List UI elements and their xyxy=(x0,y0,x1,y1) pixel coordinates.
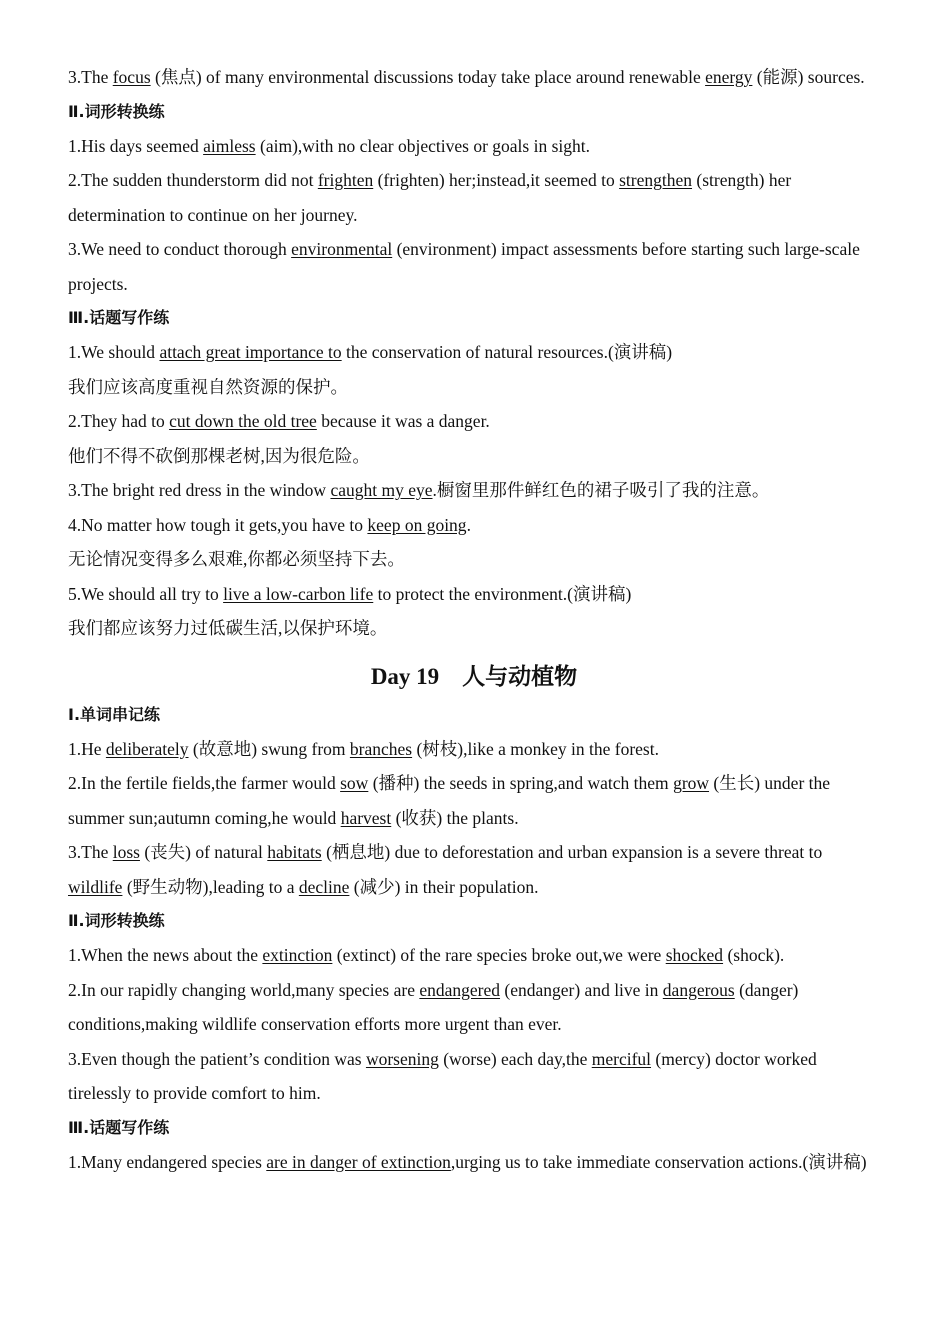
writing-translation: 我们应该高度重视自然资源的保护。 xyxy=(68,376,348,397)
answer-blank: loss xyxy=(112,842,140,862)
vocab-item: 1.He deliberately (故意地) swung from branches (树枝),like a monkey in the forest. xyxy=(68,738,659,759)
section-heading-writing: Ⅲ.话题写作练 xyxy=(68,308,170,327)
answer-blank: are in danger of extinction xyxy=(266,1151,451,1172)
answer-blank: keep on going xyxy=(367,514,467,535)
answer-blank: strengthen xyxy=(619,170,693,190)
writing-item: 1.We should attach great importance to the conservation of natural resources.(演讲稿) xyxy=(68,342,673,362)
answer-blank: focus xyxy=(112,67,151,87)
answer-blank: branches xyxy=(349,738,413,759)
writing-item: 5.We should all try to live a low-carbon life to protect the environment.(演讲稿) xyxy=(68,583,632,604)
answer-blank: frighten xyxy=(317,170,374,190)
answer-blank: habitats xyxy=(267,842,322,862)
answer-blank: endangered xyxy=(419,979,501,1000)
word-form-item: 1.His days seemed aimless (aim),with no clear objectives or goals in sight. xyxy=(68,135,590,156)
answer-blank: caught my eye xyxy=(330,480,433,500)
section-heading-writing: Ⅲ.话题写作练 xyxy=(68,1117,170,1137)
word-form-item: 3.We need to conduct thorough environmental (environment) impact assessments before starting such large-scale projects. xyxy=(68,239,860,294)
answer-blank: cut down the old tree xyxy=(169,411,317,431)
vocab-item: 2.In the fertile fields,the farmer would sow (播种) the seeds in spring,and watch them grow (生长) under the summer sun;autumn coming,he would harvest (收获) the plants. xyxy=(68,773,831,828)
word-form-item: 2.The sudden thunderstorm did not frighten (frighten) her;instead,it seemed to strengthen (strength) her determination to continue on her journey. xyxy=(68,170,792,225)
section-heading-word-forms: Ⅱ.词形转换练 xyxy=(68,911,165,930)
section-heading-word-forms: Ⅱ.词形转换练 xyxy=(68,101,165,121)
worksheet-page xyxy=(68,60,880,1179)
word-form-item: 3.Even though the patient’s condition was worsening (worse) each day,the merciful (mercy) doctor worked tirelessly to provide comfort to him. xyxy=(68,1048,817,1103)
writing-item: 3.The bright red dress in the window caught my eye.橱窗里那件鲜红色的裙子吸引了我的注意。 xyxy=(68,480,770,500)
answer-blank: harvest xyxy=(340,807,392,828)
section-heading-word-chain: Ⅰ.单词串记练 xyxy=(68,704,161,724)
writing-item: 1.Many endangered species are in danger of extinction,urging us to take immediate conservation actions.(演讲稿) xyxy=(68,1151,867,1172)
answer-blank: dangerous xyxy=(662,979,735,1000)
writing-item: 4.No matter how tough it gets,you have to keep on going. xyxy=(68,514,471,535)
answer-blank: decline xyxy=(298,876,350,897)
answer-blank: aimless xyxy=(203,135,256,156)
answer-blank: wildlife xyxy=(68,876,123,897)
answer-blank: attach great importance to xyxy=(159,342,342,362)
answer-blank: worsening xyxy=(365,1048,439,1069)
word-form-item: 1.When the news about the extinction (extinct) of the rare species broke out,we were shocked (shock). xyxy=(68,945,785,965)
answer-blank: environmental xyxy=(291,239,393,259)
vocab-item-3: 3.The focus (焦点) of many environmental discussions today take place around renewable energy (能源) sources. xyxy=(68,67,865,87)
writing-translation: 我们都应该努力过低碳生活,以保护环境。 xyxy=(68,618,388,638)
answer-blank: grow xyxy=(673,773,710,793)
writing-translation: 他们不得不砍倒那棵老树,因为很危险。 xyxy=(68,445,370,466)
answer-blank: live a low-carbon life xyxy=(223,583,374,604)
writing-item: 2.They had to cut down the old tree because it was a danger. xyxy=(68,411,490,431)
answer-blank: energy xyxy=(705,67,753,87)
vocab-item: 3.The loss (丧失) of natural habitats (栖息地) due to deforestation and urban expansion is a severe threat to wildlife (野生动物),leading to a decline (减少) in their population. xyxy=(68,842,823,897)
day-title: Day 19 人与动植物 xyxy=(370,663,578,689)
answer-blank: deliberately xyxy=(105,738,189,759)
word-form-item: 2.In our rapidly changing world,many species are endangered (endanger) and live in dangerous (danger) conditions,making wildlife conservation efforts more urgent than ever. xyxy=(68,979,799,1034)
answer-blank: shocked xyxy=(665,945,724,965)
answer-blank: extinction xyxy=(262,945,333,965)
answer-blank: merciful xyxy=(591,1048,652,1069)
answer-blank: sow xyxy=(340,773,369,793)
writing-translation: 无论情况变得多么艰难,你都必须坚持下去。 xyxy=(68,549,405,569)
